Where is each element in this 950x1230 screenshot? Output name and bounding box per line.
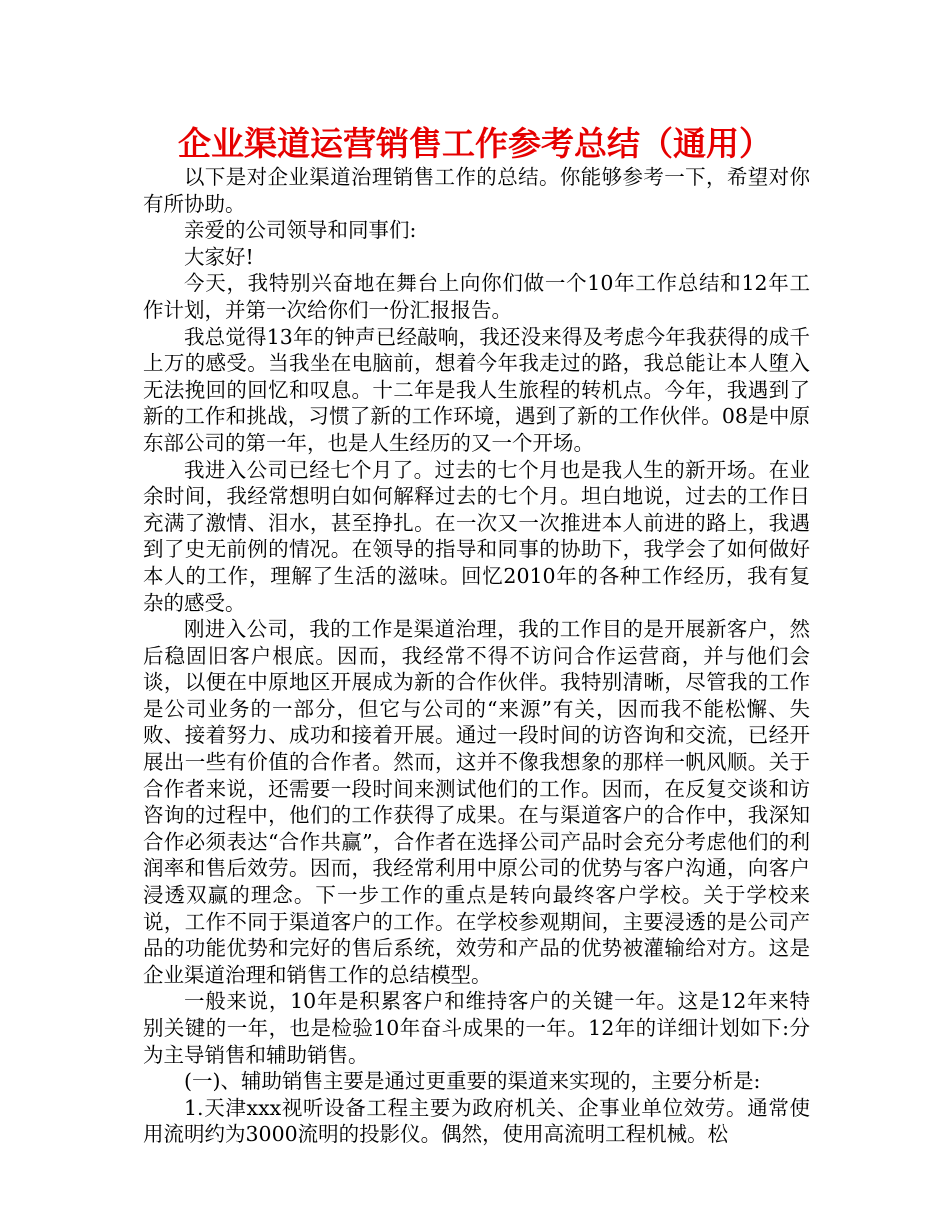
paragraph-intro: 以下是对企业渠道治理销售工作的总结。你能够参考一下，希望对你有所协助。 — [143, 165, 810, 216]
paragraph: 一般来说，10年是积累客户和维持客户的关键一年。这是12年来特别关键的一年，也是检验10年奋斗成果的一年。12年的详细计划如下:分为主导销售和辅助销售。 — [143, 989, 810, 1067]
paragraph: 刚进入公司，我的工作是渠道治理，我的工作目的是开展新客户，然后稳固旧客户根底。因而，我经常不得不访问合作运营商，并与他们会谈，以便在中原地区开展成为新的合作伙伴。我特别清晰，尽管我的工作是公司业务的一部分，但它与公司的“来源”有关，因而我不能松懈、失败、接着努力、成功和接着开展。通过一段时间的访咨询和交流，已经开展出一些有价值的合作者。然而，这并不像我想象的那样一帆风顺。关于合作者来说，还需要一段时间来测试他们的工作。因而，在反复交谈和访咨询的过程中，他们的工作获得了成果。在与渠道客户的合作中，我深知合作必须表达“合作共赢”，合作者在选择公司产品时会充分考虑他们的利润率和售后效劳。因而，我经常利用中原公司的优势与客户沟通，向客户浸透双赢的理念。下一步工作的重点是转向最终客户学校。关于学校来说，工作不同于渠道客户的工作。在学校参观期间，主要浸透的是公司产品的功能优势和完好的售后系统，效劳和产品的优势被灌输给对方。这是企业渠道治理和销售工作的总结模型。 — [143, 617, 810, 987]
paragraph: 我进入公司已经七个月了。过去的七个月也是我人生的新开场。在业余时间，我经常想明白如何解释过去的七个月。坦白地说，过去的工作日充满了激情、泪水，甚至挣扎。在一次又一次推进本人前进的路上，我遇到了史无前例的情况。在领导的指导和同事的协助下，我学会了如何做好本人的工作，理解了生活的滋味。回忆2010年的各种工作经历，我有复杂的感受。 — [143, 457, 810, 615]
paragraph-list-item: 1.天津xxx视听设备工程主要为政府机关、企事业单位效劳。通常使用流明约为3000流明的投影仪。偶然，使用高流明工程机械。松 — [143, 1095, 810, 1147]
document-title: 企业渠道运营销售工作参考总结（通用） — [178, 124, 772, 163]
paragraph-section-heading: (一)、辅助销售主要是通过更重要的渠道来实现的，主要分析是: — [184, 1069, 761, 1094]
paragraph: 我总觉得13年的钟声已经敲响，我还没来得及考虑今年我获得的成千上万的感受。当我坐在电脑前，想着今年我走过的路，我总能让本人堕入无法挽回的回忆和叹息。十二年是我人生旅程的转机点。今年，我遇到了新的工作和挑战，习惯了新的工作环境，遇到了新的工作伙伴。08是中原东部公司的第一年，也是人生经历的又一个开场。 — [143, 324, 810, 455]
document-body — [143, 164, 810, 1148]
paragraph-salutation: 亲爱的公司领导和同事们: — [184, 218, 417, 243]
paragraph-greeting: 大家好! — [184, 244, 254, 269]
paragraph: 今天，我特别兴奋地在舞台上向你们做一个10年工作总结和12年工作计划，并第一次给你们一份汇报报告。 — [143, 271, 810, 322]
